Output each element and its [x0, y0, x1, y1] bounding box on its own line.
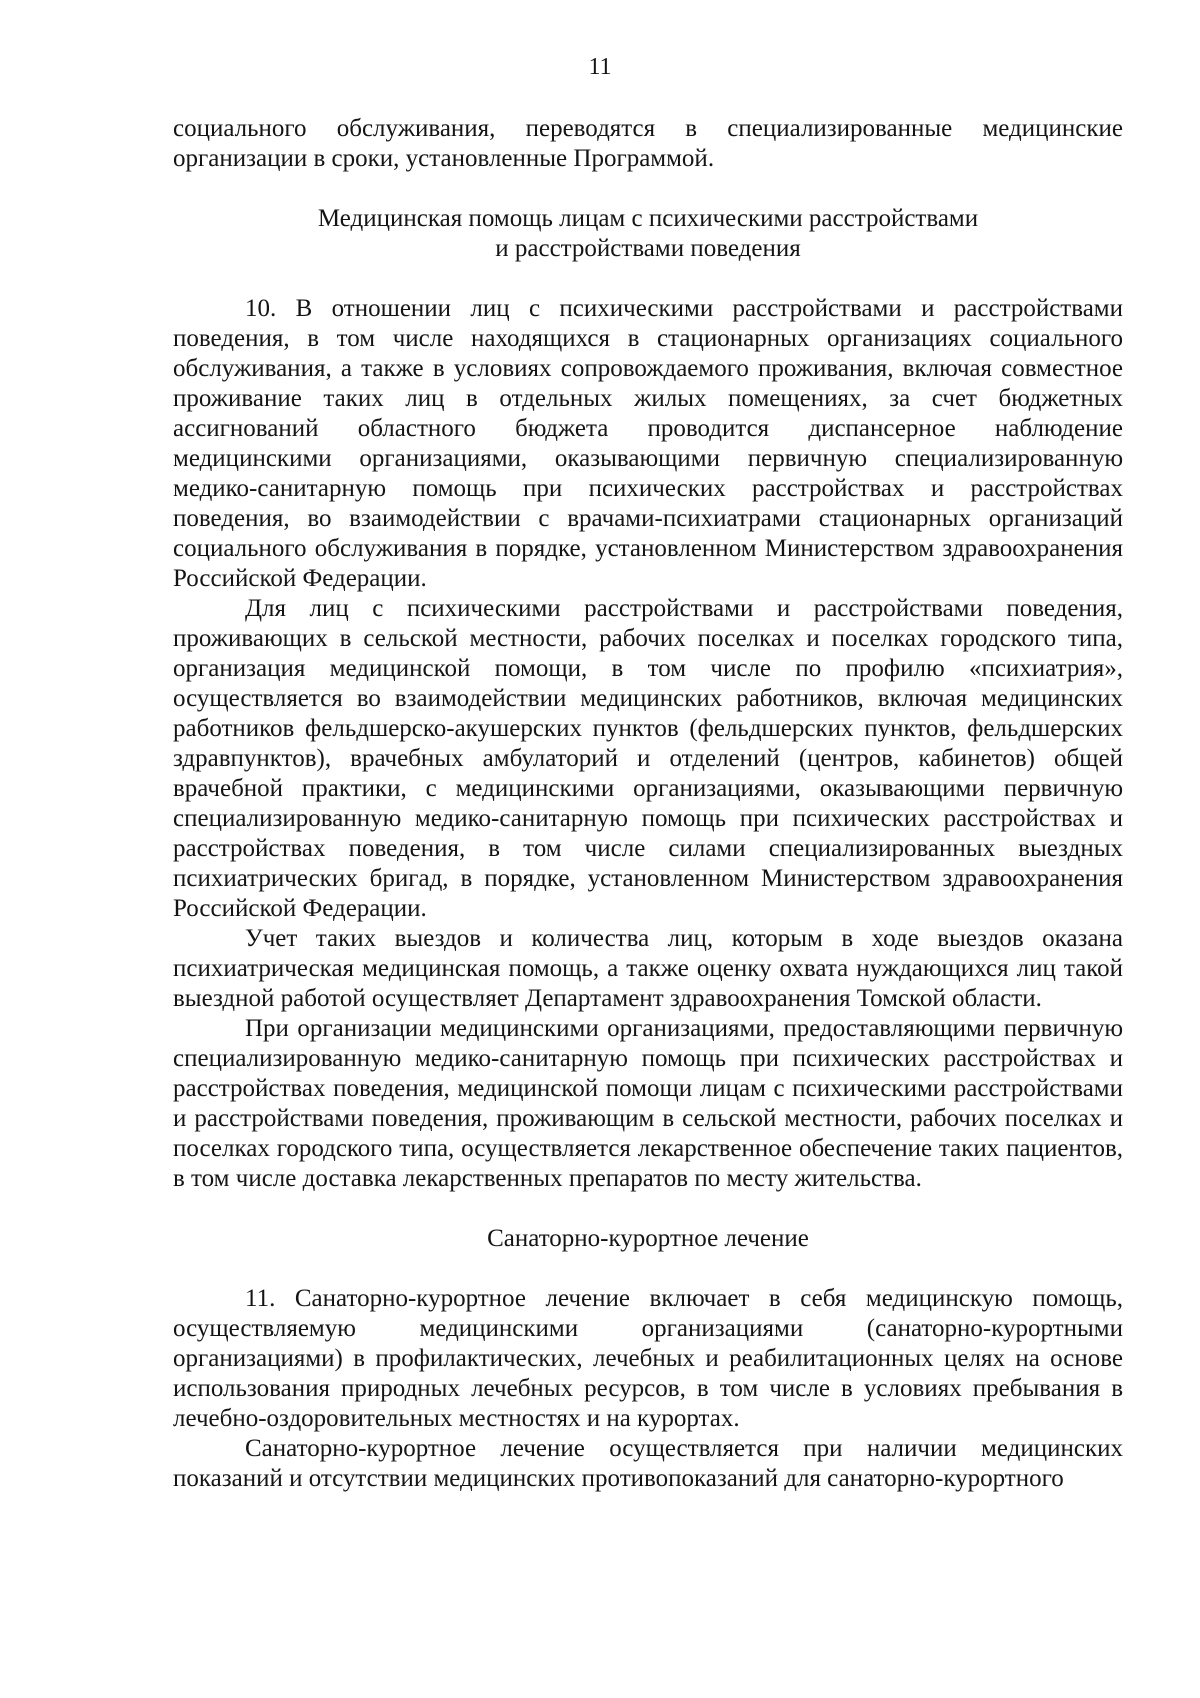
paragraph-continuation: социального обслуживания, переводятся в специализированные медицинские организации в сроки, установленные Программой. [173, 115, 1123, 172]
section-heading-mental-health [173, 204, 1123, 264]
section-heading-sanatorium-text: Санаторно-курортное лечение [487, 1225, 809, 1252]
section-heading-sanatorium [173, 1224, 1123, 1254]
paragraph-item-11: 11. Санаторно-курортное лечение включает в себя медицинскую помощь, осуществляемую медицинскими организациями (санаторно-курортными организациями) в профилактических, лечебных и реабилитационных целях на основе использования природных лечебных ресурсов, в том числе в условиях пребывания в лечебно-оздоровительных местностях и на курортах. [173, 1285, 1123, 1432]
paragraph-visit-accounting: Учет таких выездов и количества лиц, которым в ходе выездов оказана психиатрическая медицинская помощь, а также оценку охвата нуждающихся лиц такой выездной работой осуществляет Департамент здравоохранения Томской области. [173, 925, 1123, 1012]
paragraph-drug-supply: При организации медицинскими организациями, предоставляющими первичную специализированную медико-санитарную помощь при психических расстройствах и расстройствах поведения, медицинской помощи лицам с психическими расстройствами и расстройствами поведения, проживающим в сельской местности, рабочих поселках и поселках городского типа, осуществляется лекарственное обеспечение таких пациентов, в том числе доставка лекарственных препаратов по месту жительства. [173, 1015, 1123, 1192]
paragraph-rural-care: Для лиц с психическими расстройствами и расстройствами поведения, проживающих в сельской местности, рабочих поселках и поселках городского типа, организация медицинской помощи, в том числе по профилю «психиатрия», осуществляется во взаимодействии медицинских работников, включая медицинских работников фельдшерско-акушерских пунктов (фельдшерских пунктов, фельдшерских здравпунктов), врачебных амбулаторий и отделений (центров, кабинетов) общей врачебной практики, с медицинскими организациями, оказывающими первичную специализированную медико-санитарную помощь при психических расстройствах и расстройствах поведения, в том числе силами специализированных выездных психиатрических бригад, в порядке, установленном Министерством здравоохранения Российской Федерации. [173, 595, 1123, 922]
page-number: 11 [588, 54, 612, 80]
section-heading-line-2: и расстройствами поведения [495, 235, 801, 262]
paragraph-item-10: 10. В отношении лиц с психическими расстройствами и расстройствами поведения, в том числе находящихся в стационарных организациях социального обслуживания, а также в условиях сопровождаемого проживания, включая совместное проживание таких лиц в отдельных жилых помещениях, за счет бюджетных ассигнований областного бюджета проводится диспансерное наблюдение медицинскими организациями, оказывающими первичную специализированную медико-санитарную помощь при психических расстройствах и расстройствах поведения, во взаимодействии с врачами-психиатрами стационарных организаций социального обслуживания в порядке, установленном Министерством здравоохранения Российской Федерации. [173, 295, 1123, 592]
section-heading-line-1: Медицинская помощь лицам с психическими расстройствами [317, 205, 979, 232]
document-body [173, 114, 1123, 1494]
paragraph-sanatorium-conditions: Санаторно-курортное лечение осуществляется при наличии медицинских показаний и отсутствии медицинских противопоказаний для санаторно-курортного [173, 1435, 1123, 1492]
